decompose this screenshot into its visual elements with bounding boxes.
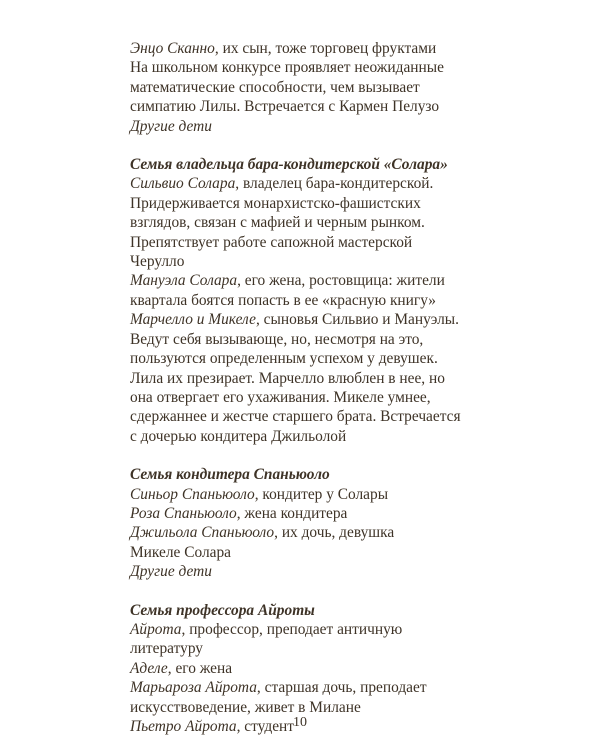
description-text: пользуются определенным успехом у девушек. [130,350,438,368]
description-text: симпатию Лилы. Встречается с Кармен Пелузо [130,98,440,116]
text-line [130,639,475,658]
text-line [130,78,475,97]
description-text: литературу [130,640,204,658]
text-line [130,543,475,562]
description-text: искусствоведение, живет в Милане [130,698,361,716]
description-text: Лила их презирает. Марчелло влюблен в нее, но [130,369,445,387]
description-text: , кондитер у Солары [254,485,389,503]
text-line [130,58,475,77]
text-line [130,310,475,329]
heading-text: Семья владельца бара-кондитерской «Солара» [130,156,448,174]
text-line [130,291,475,310]
text-line [130,659,475,678]
description-text: взглядов, связан с мафией и черным рынком. [130,214,425,232]
paragraph-gap [130,582,475,601]
character-name: Аделе [130,659,168,677]
character-name: Сильвио Солара [130,175,236,193]
character-name: Марьароза Айрота [130,679,257,697]
text-line [130,39,475,58]
text-line [130,427,475,446]
description-text: она отвергает его ухаживания. Микеле умнее, [130,388,431,406]
description-text: Черулло [130,253,185,271]
character-name: Пьетро Айрота [130,718,237,735]
section-heading [130,601,475,620]
character-name: Другие дети [130,117,212,135]
text-line [130,97,475,116]
description-text: , профессор, преподает античную [181,620,403,638]
text-line [130,233,475,252]
text-line [130,117,475,136]
description-text: квартала боятся попасть в ее «красную книгу» [130,291,436,309]
paragraph-gap [130,446,475,465]
description-text: Придерживается монархистско-фашистских [130,194,421,212]
text-line [130,252,475,271]
description-text: , студент [236,718,294,735]
character-name: Мануэла Солара [130,272,238,290]
text-line [130,330,475,349]
text-line [130,213,475,232]
text-line [130,194,475,213]
description-text: , их сын, тоже торговец фруктами [214,40,437,57]
character-name: Синьор Спаньюоло [130,485,255,503]
character-name: Другие дети [130,563,212,581]
description-text: , сыновья Сильвио и Мануэлы. [255,311,459,329]
description-text: , его жена [167,659,233,677]
description-text: , владелец бара-кондитерской. [235,175,434,193]
text-line [130,271,475,290]
character-name: Джильола Спаньюоло [130,524,275,542]
section-heading [130,155,475,174]
text-line [130,349,475,368]
text-line [130,678,475,697]
description-text: , его жена, ростовщица: жители [237,272,445,290]
heading-text: Семья кондитера Спаньюоло [130,466,330,484]
description-text: , старшая дочь, преподает [256,679,427,697]
text-line [130,369,475,388]
text-line [130,523,475,542]
page-number: 10 [293,715,307,730]
description-text: , их дочь, девушка [274,524,395,542]
character-name: Айрота [130,620,182,638]
character-name: Роза Спаньюоло [130,504,237,522]
description-text: математические способности, чем вызывает [130,78,420,96]
description-text: На школьном конкурсе проявляет неожиданные [130,59,444,77]
text-line [130,562,475,581]
page-text [130,39,475,736]
description-text: Препятствует работе сапожной мастерской [130,233,413,251]
heading-text: Семья профессора Айроты [130,601,315,619]
description-text: , жена кондитера [236,504,348,522]
paragraph-gap [130,136,475,155]
text-line [130,388,475,407]
text-line [130,485,475,504]
text-line [130,174,475,193]
character-name: Марчелло и Микеле [130,311,256,329]
description-text: Микеле Солара [130,543,232,561]
section-heading [130,465,475,484]
description-text: сдержаннее и жестче старшего брата. Встречается [130,408,461,426]
text-line [130,407,475,426]
description-text: Ведут себя вызывающе, но, несмотря на это, [130,330,424,348]
text-line [130,504,475,523]
description-text: с дочерью кондитера Джильолой [130,427,347,445]
text-line [130,620,475,639]
character-name: Энцо Сканно [130,40,215,57]
